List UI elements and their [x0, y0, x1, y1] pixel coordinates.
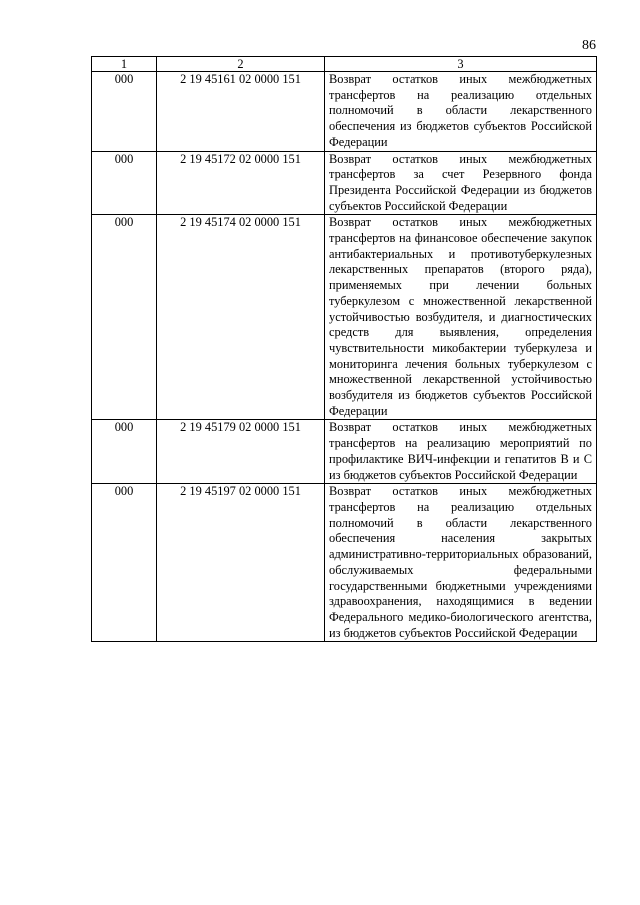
column-header-1: 1 — [92, 57, 157, 72]
admin-code-cell: 000 — [92, 151, 157, 215]
table-body — [92, 72, 597, 642]
table-row — [92, 215, 597, 420]
admin-code-cell: 000 — [92, 215, 157, 420]
admin-code-cell: 000 — [92, 420, 157, 484]
page-number: 86 — [582, 38, 596, 53]
admin-code-cell: 000 — [92, 72, 157, 152]
description-cell: Возврат остатков иных межбюджетных трансфертов за счет Резервного фонда Президента Российской Федерации из бюджетов субъектов Российской Федерации — [325, 151, 597, 215]
header-row — [92, 57, 597, 72]
description-cell: Возврат остатков иных межбюджетных трансфертов на реализацию отдельных полномочий в области лекарственного обеспечения из бюджетов субъектов Российской Федерации — [325, 72, 597, 152]
table-row — [92, 484, 597, 642]
table-row — [92, 151, 597, 215]
description-cell: Возврат остатков иных межбюджетных трансфертов на реализацию мероприятий по профилактике ВИЧ-инфекции и гепатитов B и C из бюджетов субъектов Российской Федерации — [325, 420, 597, 484]
column-header-2: 2 — [157, 57, 325, 72]
budget-codes-table — [91, 56, 597, 642]
kbk-code-cell: 2 19 45179 02 0000 151 — [157, 420, 325, 484]
kbk-code-cell: 2 19 45172 02 0000 151 — [157, 151, 325, 215]
column-header-3: 3 — [325, 57, 597, 72]
table-row — [92, 72, 597, 152]
table-row — [92, 420, 597, 484]
table-header — [92, 57, 597, 72]
kbk-code-cell: 2 19 45174 02 0000 151 — [157, 215, 325, 420]
kbk-code-cell: 2 19 45161 02 0000 151 — [157, 72, 325, 152]
admin-code-cell: 000 — [92, 484, 157, 642]
description-cell: Возврат остатков иных межбюджетных трансфертов на финансовое обеспечение закупок антибактериальных и противотуберкулезных лекарственных препаратов (второго ряда), применяемых при лечении больных туберкулезом с множественной лекарственной устойчивостью возбудителя, и диагностических средств для выявления, определения чувствительности микобактерии туберкулеза и мониторинга лечения больных туберкулезом с множественной лекарственной устойчивостью возбудителя из бюджетов субъектов Российской Федерации — [325, 215, 597, 420]
description-cell: Возврат остатков иных межбюджетных трансфертов на реализацию отдельных полномочий в области лекарственного обеспечения населения закрытых административно-территориальных образований, обслуживаемых федеральными государственными бюджетными учреждениями здравоохранения, находящимися в ведении Федерального медико-биологического агентства, из бюджетов субъектов Российской Федерации — [325, 484, 597, 642]
kbk-code-cell: 2 19 45197 02 0000 151 — [157, 484, 325, 642]
